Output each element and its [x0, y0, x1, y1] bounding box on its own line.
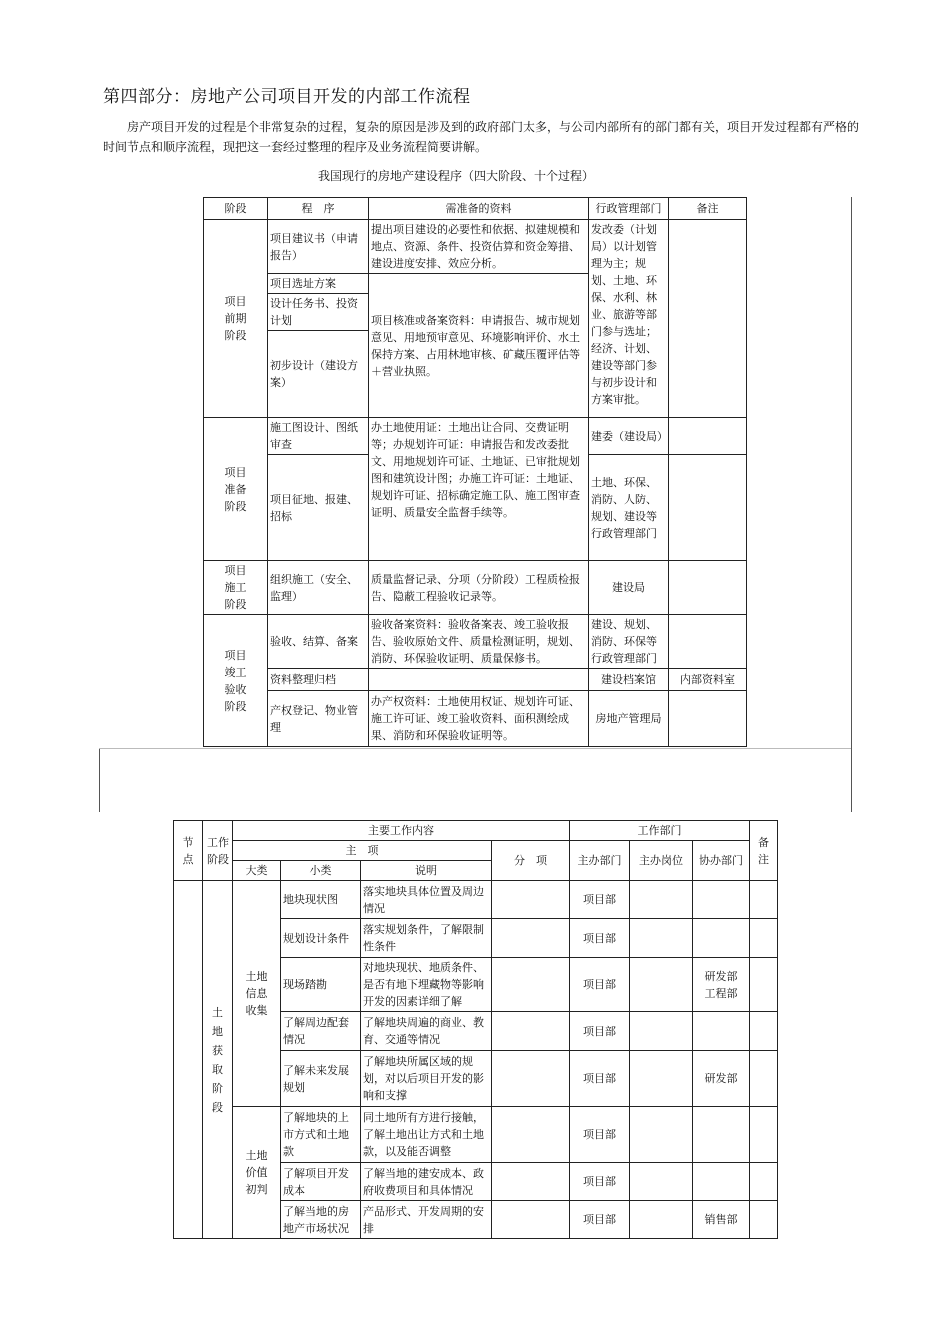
notes-cell [750, 1012, 778, 1051]
header-notes: 备注 [669, 198, 747, 220]
materials-cell: 提出项目建设的必要性和依据、拟建规模和地点、资源、条件、投资估算和资金筹措、建设进度安排、效应分析。 [369, 220, 589, 274]
procedure-cell: 施工图设计、图纸审查 [268, 418, 369, 455]
intro-paragraph: 房产项目开发的过程是个非常复杂的过程，复杂的原因是涉及到的政府部门太多，与公司内部所有的部门都有关，项目开发过程都有严格的时间节点和顺序流程，现把这一套经过整理的程序及业务流程简要讲解。 [103, 120, 860, 154]
header-description: 说明 [361, 861, 492, 881]
procedure-cell: 产权登记、物业管理 [268, 691, 369, 747]
notes-cell: 内部资料室 [669, 669, 747, 691]
category-cell [233, 881, 281, 1107]
lead-post-cell [630, 1163, 693, 1201]
land-acquisition-workflow-table [173, 820, 778, 1239]
materials-cell: 质量监督记录、分项（分阶段）工程质检报告、隐蔽工程验收记录等。 [369, 561, 589, 615]
sub-item-cell [492, 1012, 570, 1051]
stage-label: 项目施工阶段 [224, 564, 247, 611]
subcategory-cell: 了解周边配套情况 [281, 1012, 361, 1051]
header-phase [203, 821, 233, 881]
header-node [174, 821, 203, 881]
description-cell: 同土地所有方进行接触，了解土地出让方式和土地款，以及能否调整 [361, 1107, 492, 1163]
dept-cell: 建设、规划、消防、环保等行政管理部门 [589, 615, 669, 669]
construction-procedure-table [203, 197, 747, 747]
description-cell: 了解当地的建安成本、政府收费项目和具体情况 [361, 1163, 492, 1201]
lead-dept-cell: 项目部 [570, 1107, 630, 1163]
sub-item-cell [492, 1051, 570, 1107]
header-notes-label: 备注 [758, 835, 770, 866]
procedure-cell: 初步设计（建设方案） [268, 331, 369, 418]
header-procedure: 程 序 [268, 198, 369, 220]
subcategory-cell: 了解地块的上市方式和土地款 [281, 1107, 361, 1163]
description-cell: 了解地块所属区域的规划，对以后项目开发的影响和支撑 [361, 1051, 492, 1107]
lead-dept-cell: 项目部 [570, 1012, 630, 1051]
description-cell: 落实地块具体位置及周边情况 [361, 881, 492, 919]
category-cell [233, 1107, 281, 1239]
notes-cell [750, 881, 778, 919]
phase-label: 土地获取阶段 [212, 1005, 223, 1114]
assist-dept-cell [693, 1012, 750, 1051]
dept-cell: 建设档案馆 [589, 669, 669, 691]
procedure-cell: 验收、结算、备案 [268, 615, 369, 669]
notes-cell [750, 1163, 778, 1201]
notes-cell [669, 455, 747, 561]
description-cell: 产品形式、开发周期的安排 [361, 1201, 492, 1239]
materials-cell: 办产权资料：土地使用权证、规划许可证、施工许可证、竣工验收资料、面积测绘成果、消防和环保验收证明等。 [369, 691, 589, 747]
materials-cell: 验收备案资料：验收备案表、竣工验收报告、验收原始文件、质量检测证明，规划、消防、环保验收证明、质量保修书。 [369, 615, 589, 669]
node-cell [174, 881, 203, 1239]
category-label: 土地价值初判 [245, 1149, 268, 1196]
sub-item-cell [492, 1163, 570, 1201]
dept-cell: 土地、环保、消防、人防、规划、建设等行政管理部门 [589, 455, 669, 561]
lead-post-cell [630, 881, 693, 919]
sub-item-cell [492, 919, 570, 958]
materials-cell: 项目核准或备案资料：申请报告、城市规划意见、用地预审意见、环境影响评价、水土保持方案、占用林地审核、矿藏压覆评估等＋营业执照。 [369, 274, 589, 418]
dept-cell: 建设局 [589, 561, 669, 615]
stage-cell [204, 418, 268, 561]
sub-item-cell [492, 1201, 570, 1239]
subcategory-cell: 了解项目开发成本 [281, 1163, 361, 1201]
header-sub-item: 分 项 [492, 841, 570, 881]
assist-dept-cell [693, 1107, 750, 1163]
lead-post-cell [630, 1107, 693, 1163]
sub-item-cell [492, 958, 570, 1012]
frame-top-line [99, 748, 851, 749]
notes-cell [669, 561, 747, 615]
procedure-cell: 项目选址方案 [268, 274, 369, 294]
phase-cell [203, 881, 233, 1239]
notes-cell [750, 1107, 778, 1163]
sub-item-cell [492, 881, 570, 919]
lead-dept-cell: 项目部 [570, 1201, 630, 1239]
subcategory-cell: 现场踏勘 [281, 958, 361, 1012]
notes-cell [750, 1051, 778, 1107]
header-subcategory: 小类 [281, 861, 361, 881]
assist-dept-cell: 研发部 [693, 1051, 750, 1107]
header-main-item: 主 项 [233, 841, 492, 861]
header-lead-post: 主办岗位 [630, 841, 693, 881]
materials-cell: 办土地使用证：土地出让合同、交费证明等；办规划许可证：申请报告和发改委批文、用地规划许可证、土地证、已审批规划图和建筑设计图；办施工许可证：土地证、规划许可证、招标确定施工队、施工图审查证明、质量安全监督手续等。 [369, 418, 589, 561]
lead-dept-cell: 项目部 [570, 1051, 630, 1107]
subcategory-cell: 地块现状图 [281, 881, 361, 919]
table1-caption: 我国现行的房地产建设程序（四大阶段、十个过程） [318, 169, 595, 183]
subcategory-cell: 了解当地的房地产市场状况 [281, 1201, 361, 1239]
stage-cell [204, 615, 268, 747]
notes-cell [750, 1201, 778, 1239]
assist-dept-cell [693, 958, 750, 1012]
description-cell: 对地块现状、地质条件、是否有地下埋藏物等影响开发的因素详细了解 [361, 958, 492, 1012]
header-phase-label: 工作阶段 [207, 835, 229, 866]
procedure-cell: 项目征地、报建、招标 [268, 455, 369, 561]
notes-cell [669, 220, 747, 418]
subcategory-cell: 了解未来发展规划 [281, 1051, 361, 1107]
assist-dept-cell: 销售部 [693, 1201, 750, 1239]
page-heading: 第四部分：房地产公司项目开发的内部工作流程 [103, 87, 471, 107]
notes-cell [669, 418, 747, 455]
stage-label: 项目前期阶段 [224, 295, 247, 342]
assist-dept-cell [693, 1163, 750, 1201]
stage-cell [204, 561, 268, 615]
notes-cell [669, 691, 747, 747]
description-cell: 落实规划条件，了解限制性条件 [361, 919, 492, 958]
stage-label: 项目竣工验收阶段 [224, 648, 247, 713]
header-materials: 需准备的资料 [369, 198, 589, 220]
lead-post-cell [630, 958, 693, 1012]
assist-dept-label: 研发部工程部 [704, 969, 738, 1000]
materials-cell [369, 669, 589, 691]
lead-dept-cell: 项目部 [570, 881, 630, 919]
lead-post-cell [630, 1012, 693, 1051]
procedure-cell: 资料整理归档 [268, 669, 369, 691]
notes-cell [669, 615, 747, 669]
header-node-label: 节点 [182, 835, 194, 866]
procedure-cell: 组织施工（安全、监理） [268, 561, 369, 615]
lead-post-cell [630, 919, 693, 958]
assist-dept-cell [693, 881, 750, 919]
procedure-cell: 项目建议书（申请报告） [268, 220, 369, 274]
dept-cell: 房地产管理局 [589, 691, 669, 747]
header-work-dept: 工作部门 [570, 821, 750, 841]
frame-right-line [851, 197, 852, 812]
header-notes [750, 821, 778, 881]
header-assist-dept: 协办部门 [693, 841, 750, 881]
notes-cell [750, 958, 778, 1012]
stage-label: 项目准备阶段 [224, 465, 247, 513]
subcategory-cell: 规划设计条件 [281, 919, 361, 958]
stage-cell [204, 220, 268, 418]
lead-dept-cell: 项目部 [570, 919, 630, 958]
frame-left-line [99, 748, 100, 812]
lead-post-cell [630, 1201, 693, 1239]
category-label: 土地信息收集 [245, 970, 268, 1017]
dept-cell: 建委（建设局） [589, 418, 669, 455]
procedure-cell: 设计任务书、投资计划 [268, 294, 369, 331]
sub-item-cell [492, 1107, 570, 1163]
description-cell: 了解地块周遍的商业、教育、交通等情况 [361, 1012, 492, 1051]
header-main-content: 主要工作内容 [233, 821, 570, 841]
header-lead-dept: 主办部门 [570, 841, 630, 881]
dept-cell: 发改委（计划局）以计划管理为主；规划、土地、环保、水利、林业、旅游等部门参与选址；经济、计划、建设等部门参与初步设计和方案审批。 [589, 220, 669, 418]
lead-post-cell [630, 1051, 693, 1107]
assist-dept-cell [693, 919, 750, 958]
header-category: 大类 [233, 861, 281, 881]
notes-cell [750, 919, 778, 958]
header-admin-dept: 行政管理部门 [589, 198, 669, 220]
lead-dept-cell: 项目部 [570, 958, 630, 1012]
header-stage: 阶段 [204, 198, 268, 220]
lead-dept-cell: 项目部 [570, 1163, 630, 1201]
